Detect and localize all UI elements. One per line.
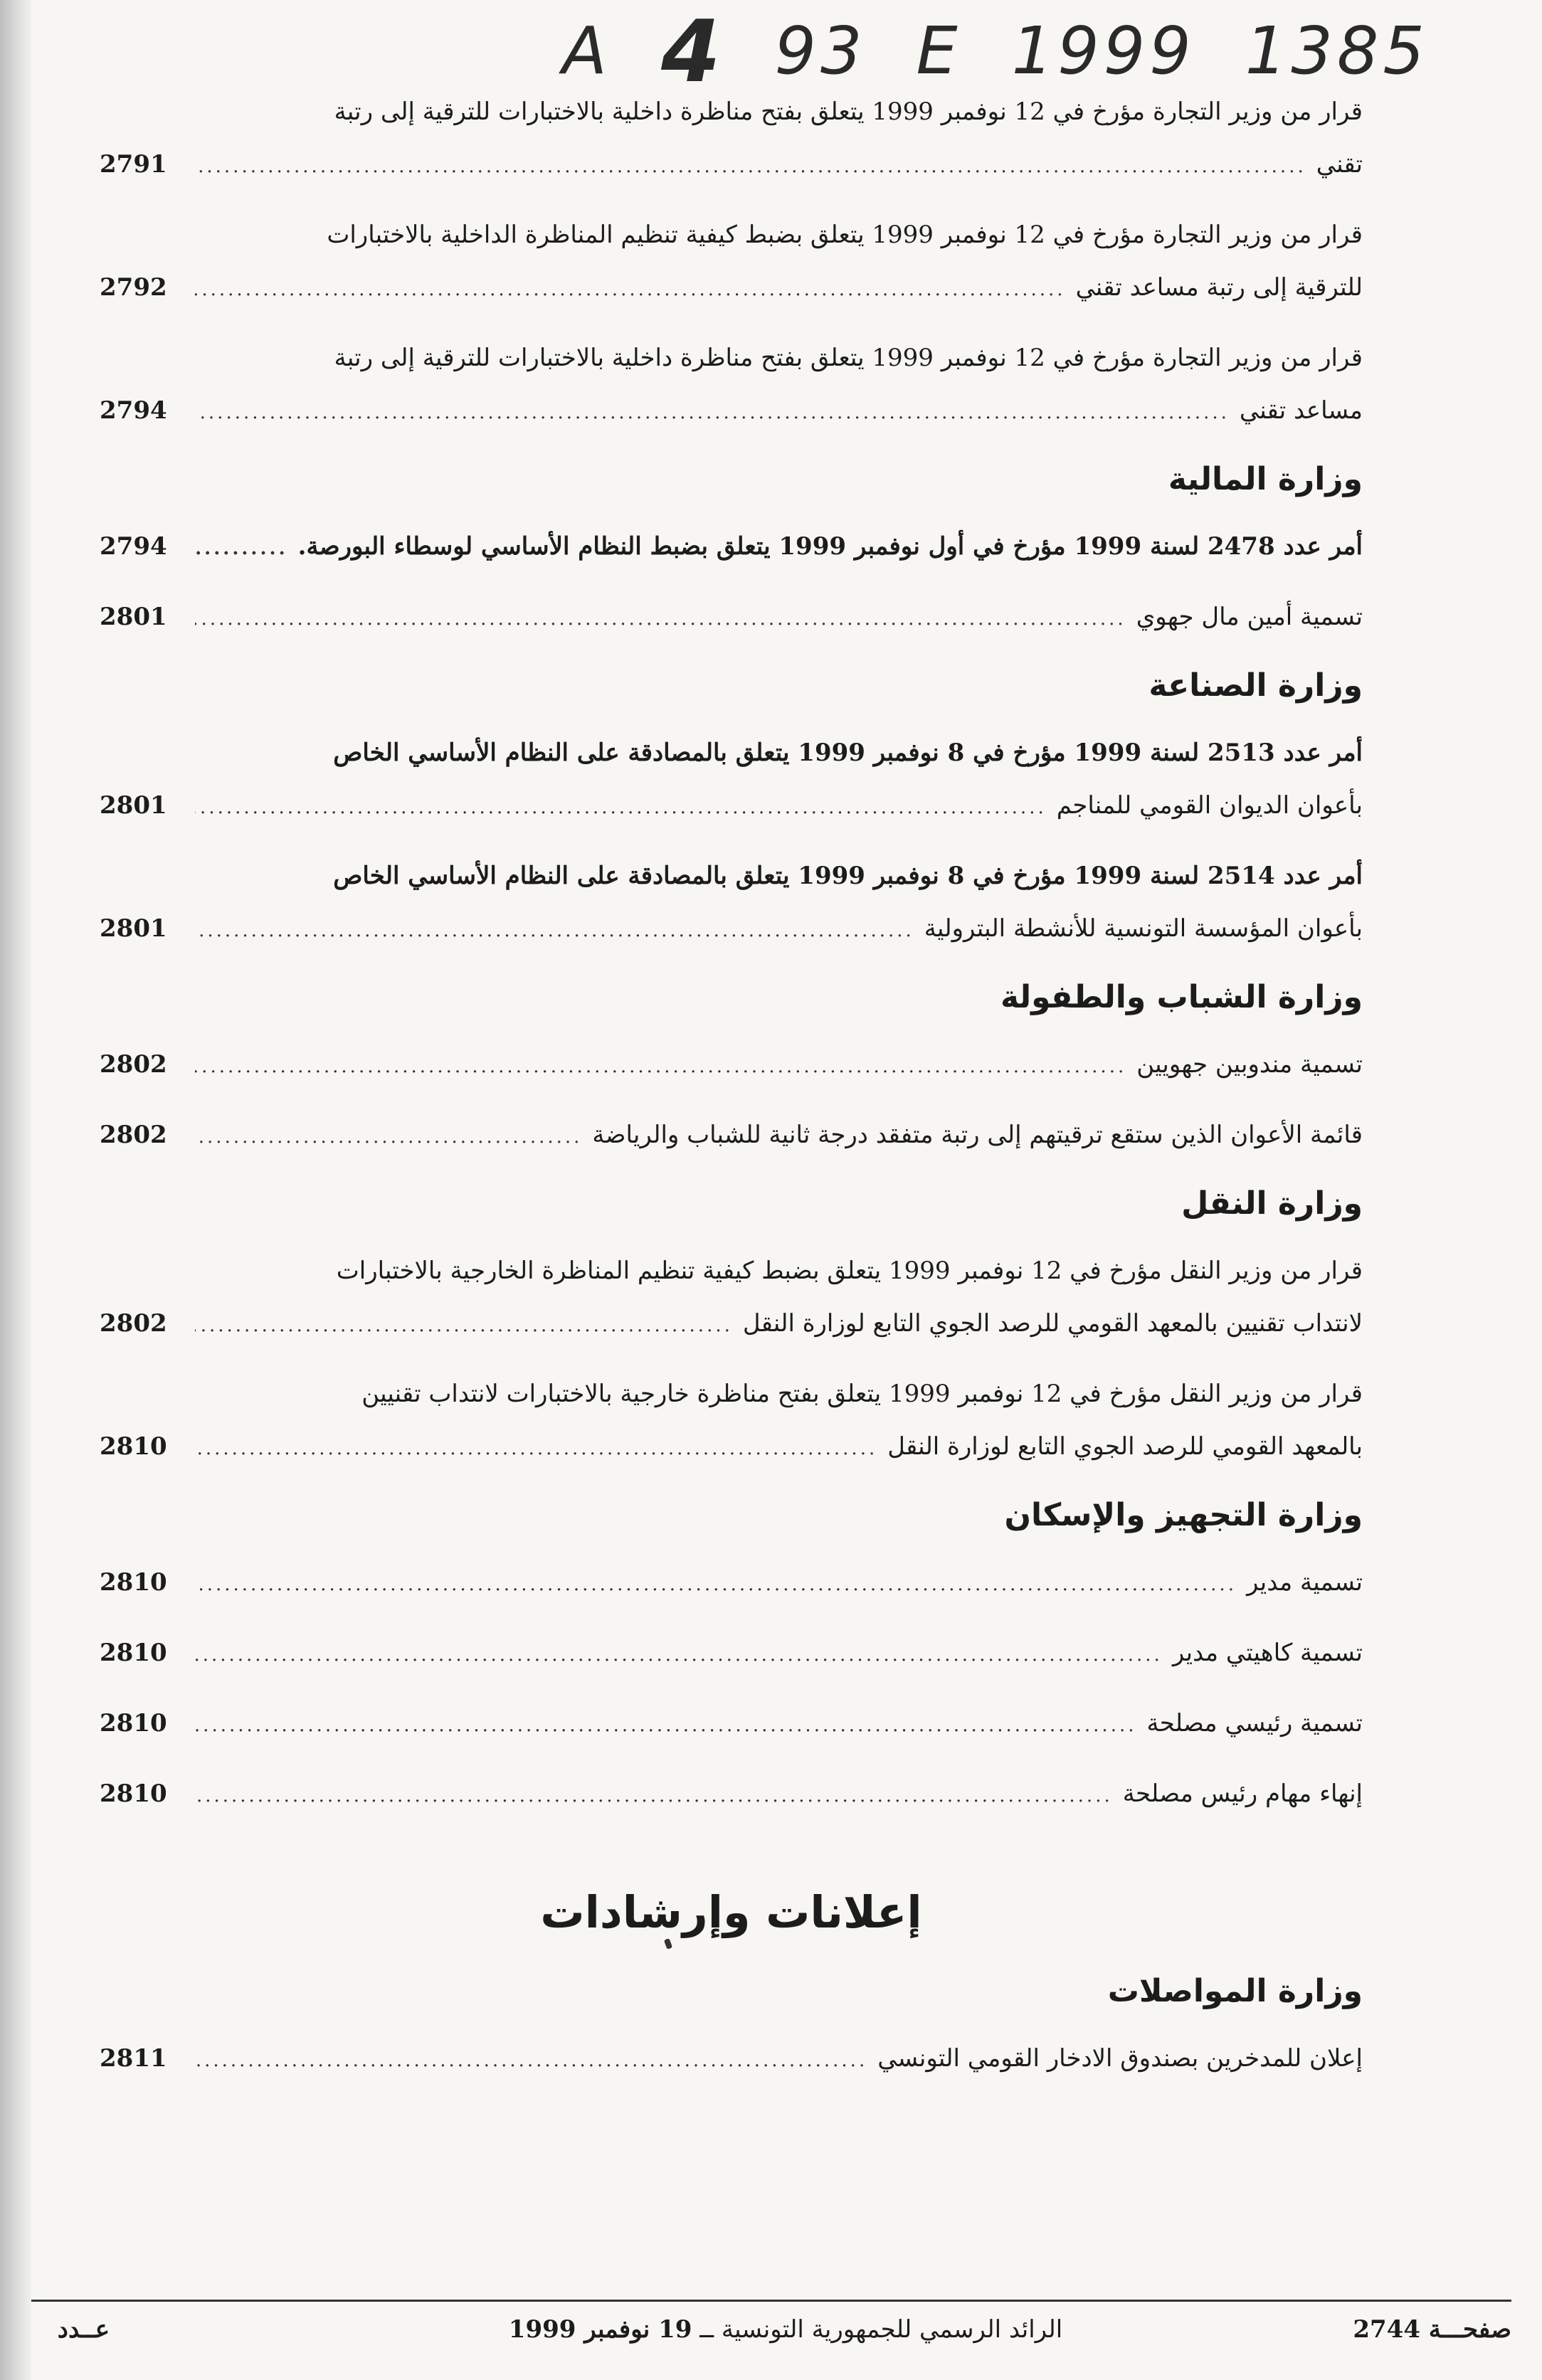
entry-text: أمر عدد 2478 لسنة 1999 مؤرخ في أول نوفمبر 1999 يتعلق بضبط النظام الأساسي لوسطاء البورصة. (297, 532, 1363, 561)
toc-entry (100, 85, 1363, 193)
toc-entry (100, 591, 1363, 645)
page-number: 2802 (100, 1050, 167, 1079)
page-number: 2810 (100, 1432, 167, 1461)
leader-dots (195, 1111, 582, 1163)
toc-entry (100, 332, 1363, 439)
footer-date: 19 نوفمبر 1999 (508, 2315, 692, 2344)
page-number: 2802 (100, 1121, 167, 1149)
entry-text: تسمية أمين مال جهوي (1136, 603, 1363, 631)
leader-dots (195, 522, 288, 575)
page-footer (31, 2308, 1511, 2358)
footer-journal (451, 2315, 1120, 2344)
page-number: 2802 (100, 1309, 167, 1338)
toc-entry (100, 2032, 1363, 2087)
leader-dots (195, 140, 1306, 193)
annotation-number: 93 (774, 13, 867, 89)
toc-entry (100, 208, 1363, 316)
section-heading-communications: وزارة المواصلات (1107, 1973, 1363, 2009)
section-heading-transport: وزارة النقل (1181, 1185, 1363, 1222)
annotation-a: A (562, 13, 611, 89)
entry-text: للترقية إلى رتبة مساعد تقني (1075, 273, 1363, 302)
footer-journal-title: الرائد الرسمي للجمهورية التونسية ــ (699, 2315, 1063, 2344)
entry-text: تسمية كاهيتي مدير (1172, 1639, 1363, 1667)
section-heading-industry: وزارة الصناعة (1148, 667, 1363, 704)
toc-entry (100, 726, 1363, 834)
entry-text: قرار من وزير النقل مؤرخ في 12 نوفمبر 1999 يتعلق بفتح مناظرة خارجية بالاختبارات لانتداب تقنيين (361, 1380, 1363, 1408)
leader-dots (195, 1040, 1126, 1093)
leader-dots (195, 386, 1230, 439)
page-number: 2810 (100, 1709, 167, 1738)
table-of-contents (100, 85, 1363, 2103)
entry-text: بأعوان الديوان القومي للمناجم (1056, 791, 1363, 820)
toc-entry (100, 1627, 1363, 1681)
entry-text: تقني (1316, 150, 1363, 179)
annotation-letter: E (916, 13, 962, 89)
toc-entry (100, 850, 1363, 957)
entry-text: قائمة الأعوان الذين ستقع ترقيتهم إلى رتبة متفقد درجة ثانية للشباب والرياضة (592, 1121, 1363, 1149)
page-number: 2810 (100, 1639, 167, 1667)
leader-dots (195, 904, 914, 957)
page-number: 2801 (100, 914, 167, 943)
entry-text: تسمية مندوبين جهويين (1136, 1050, 1363, 1079)
page-number: 2801 (100, 603, 167, 631)
page-number: 2794 (100, 396, 167, 425)
leader-dots (195, 2034, 867, 2087)
leader-dots (195, 1299, 733, 1352)
handwritten-annotation (562, 3, 1437, 102)
annotation-code: 1385 (1245, 13, 1429, 89)
entry-text: تسمية رئيسي مصلحة (1146, 1709, 1363, 1738)
footer-page-label: صفحـــة (1428, 2315, 1511, 2344)
toc-entry (100, 1368, 1363, 1475)
toc-entry (100, 1556, 1363, 1611)
page-number: 2801 (100, 791, 167, 820)
entry-text: قرار من وزير التجارة مؤرخ في 12 نوفمبر 1999 يتعلق بضبط كيفية تنظيم المناظرة الداخلية بالاختبارات (327, 221, 1363, 249)
leader-dots (195, 263, 1066, 316)
page-number: 2792 (100, 273, 167, 302)
leader-dots (195, 1699, 1137, 1752)
page-number: 2811 (100, 2044, 167, 2073)
entry-text: قرار من وزير التجارة مؤرخ في 12 نوفمبر 1999 يتعلق بفتح مناظرة داخلية بالاختبارات للترقية إلى رتبة (334, 97, 1363, 126)
section-heading-finance: وزارة المالية (1168, 461, 1363, 497)
footer-rule (31, 2300, 1511, 2302)
section-heading-equipment: وزارة التجهيز والإسكان (1004, 1497, 1363, 1533)
toc-entry (100, 1767, 1363, 1822)
annotation-volume: 4 (660, 3, 725, 102)
section-heading-youth: وزارة الشباب والطفولة (1000, 979, 1363, 1015)
entry-text: أمر عدد 2514 لسنة 1999 مؤرخ في 8 نوفمبر 1999 يتعلق بالمصادقة على النظام الأساسي الخاص (333, 862, 1363, 890)
page-number: 2791 (100, 150, 167, 179)
entry-text: أمر عدد 2513 لسنة 1999 مؤرخ في 8 نوفمبر 1999 يتعلق بالمصادقة على النظام الأساسي الخاص (333, 739, 1363, 767)
entry-text: لانتداب تقنيين بالمعهد القومي للرصد الجوي التابع لوزارة النقل (742, 1309, 1363, 1338)
entry-text: بأعوان المؤسسة التونسية للأنشطة البترولية (924, 914, 1363, 943)
footer-page (1353, 2315, 1511, 2344)
entry-text: تسمية مدير (1246, 1568, 1363, 1597)
entry-text: مساعد تقني (1239, 396, 1363, 425)
page-number: 2810 (100, 1779, 167, 1808)
toc-entry (100, 1244, 1363, 1352)
toc-entry (100, 1697, 1363, 1752)
scan-edge-shadow (0, 0, 31, 2380)
entry-text: إعلان للمدخرين بصندوق الادخار القومي التونسي (877, 2044, 1363, 2073)
leader-dots (195, 1422, 877, 1475)
leader-dots (195, 1770, 1113, 1822)
toc-entry (100, 520, 1363, 575)
page-number: 2794 (100, 532, 167, 561)
entry-text: إنهاء مهام رئيس مصلحة (1122, 1779, 1363, 1808)
entry-text: بالمعهد القومي للرصد الجوي التابع لوزارة النقل (887, 1432, 1363, 1461)
toc-entry (100, 1109, 1363, 1163)
leader-dots (195, 1558, 1237, 1611)
leader-dots (195, 593, 1126, 645)
toc-entry (100, 1038, 1363, 1093)
footer-page-number: 2744 (1353, 2315, 1421, 2344)
entry-text: قرار من وزير التجارة مؤرخ في 12 نوفمبر 1999 يتعلق بفتح مناظرة داخلية بالاختبارات للترقية إلى رتبة (334, 344, 1363, 372)
page-number: 2810 (100, 1568, 167, 1597)
footer-issue-label: عــدد (57, 2315, 110, 2344)
leader-dots (195, 1629, 1163, 1681)
leader-dots (195, 781, 1047, 834)
announcements-heading: إعلانات وإرشادات (540, 1886, 922, 1938)
entry-text: قرار من وزير النقل مؤرخ في 12 نوفمبر 1999 يتعلق بضبط كيفية تنظيم المناظرة الخارجية بالاختبارات (336, 1257, 1363, 1285)
annotation-year: 1999 (1011, 13, 1195, 89)
